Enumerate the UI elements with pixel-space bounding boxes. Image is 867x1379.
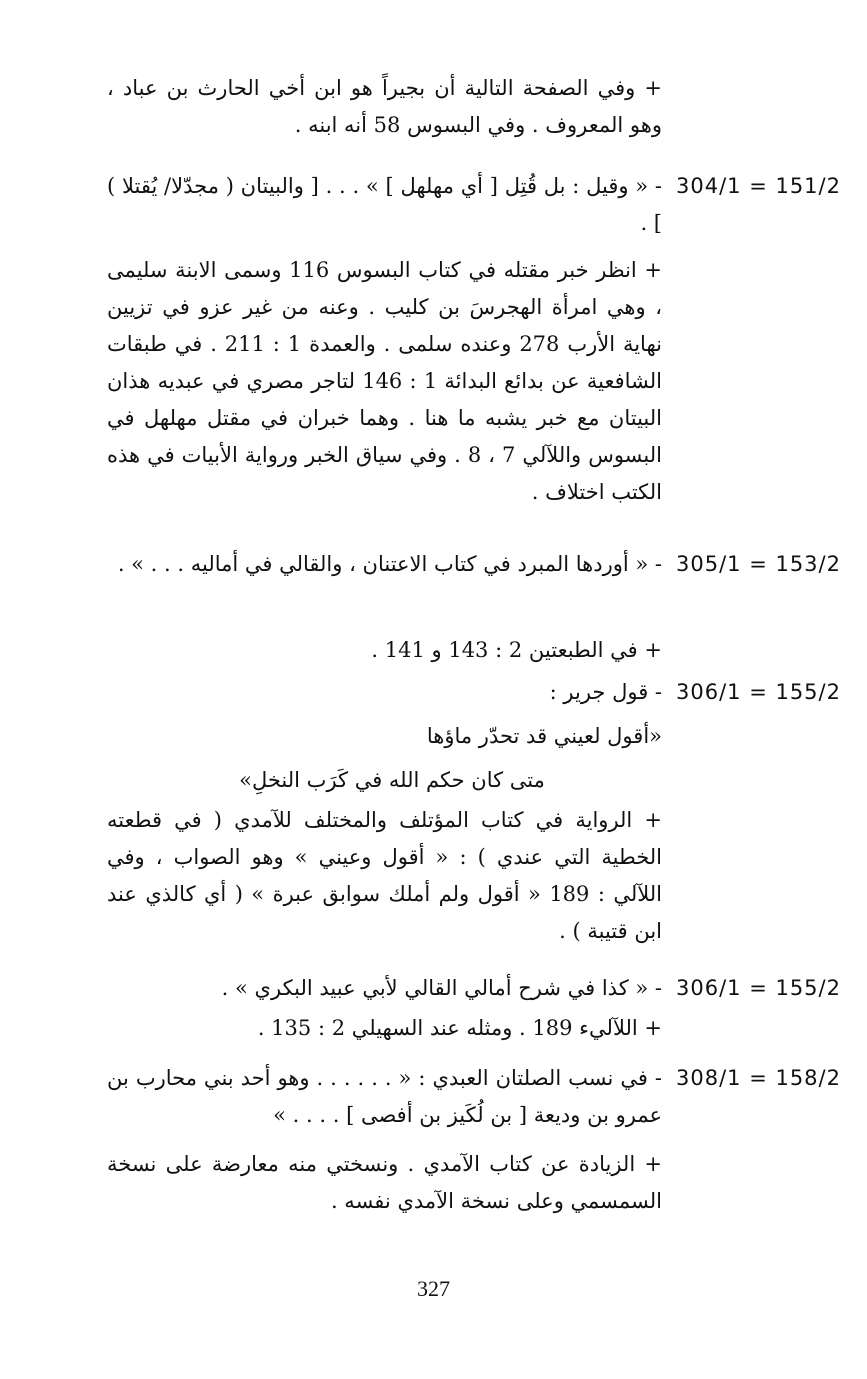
page-reference: 306/1 = 155/2 [676,976,841,1000]
poem-hemistich: متى كان حكم الله في كَرَب النخلِ» [239,768,545,792]
quoted-text: - « أوردها المبرد في كتاب الاعتنان ، والقالي في أماليه . . . » . [117,552,662,576]
note-text: + في الطبعتين 2 : 143 و 141 . [371,638,662,662]
quoted-text: - في نسب الصلتان العبدي : « . . . . . . وهو أحد بني محارب بن عمرو بن وديعة [ بن لُكَيز بن أفصى ] . . . . » [107,1066,662,1127]
poem-hemistich: «أقول لعيني قد تحدّر ماؤها [426,724,662,748]
note-text: + وفي الصفحة التالية أن بجيراً هو ابن أخي الحارث بن عباد ، وهو المعروف . وفي البسوس 58 أنه ابنه . [107,76,662,137]
note-text: + اللآليء 189 . ومثله عند السهيلي 2 : 135 . [257,1016,662,1040]
quoted-text: - قول جرير : [549,680,662,704]
note-text: + الزيادة عن كتاب الآمدي . ونسختي منه معارضة على نسخة السمسمي وعلى نسخة الآمدي نفسه . [107,1152,662,1213]
page-reference: 304/1 = 151/2 [676,174,841,198]
note-text: + انظر خبر مقتله في كتاب البسوس 116 وسمى الابنة سليمى ، وهي امرأة الهجرسَ بن كليب . وعنه من غير عزو في تزيين نهاية الأرب 278 وعنده سلمى . والعمدة 1 : 211 . في طبقات الشافعية عن بدائع البدائة 1 : 146 لتاجر مصري في عبديه هذان البيتان مع خبر يشبه ما هنا . وهما خبران في مقتل مهلهل في البسوس واللآلي 7 ، 8 . وفي سياق الخبر ورواية الأبيات في هذه الكتب اختلاف . [107,258,662,504]
page-number: 327 [417,1276,450,1301]
quoted-text: - « وقيل : بل قُتِل [ أي مهلهل ] » . . . [ والبيتان ( مجدّلا/ يُقتلا ) ] . [107,174,662,235]
note-text: + الرواية في كتاب المؤتلف والمختلف للآمدي ( في قطعته الخطية التي عندي ) : « أقول وعيني » وهو الصواب ، وفي اللآلي : 189 « أقول ولم أملك سوابق عبرة » ( أي كالذي عند ابن قتيبة ) . [107,808,662,943]
quoted-text: - « كذا في شرح أمالي القالي لأبي عبيد البكري » . [221,976,662,1000]
page-reference: 306/1 = 155/2 [676,680,841,704]
page-reference: 308/1 = 158/2 [676,1066,841,1090]
page-reference: 305/1 = 153/2 [676,552,841,576]
